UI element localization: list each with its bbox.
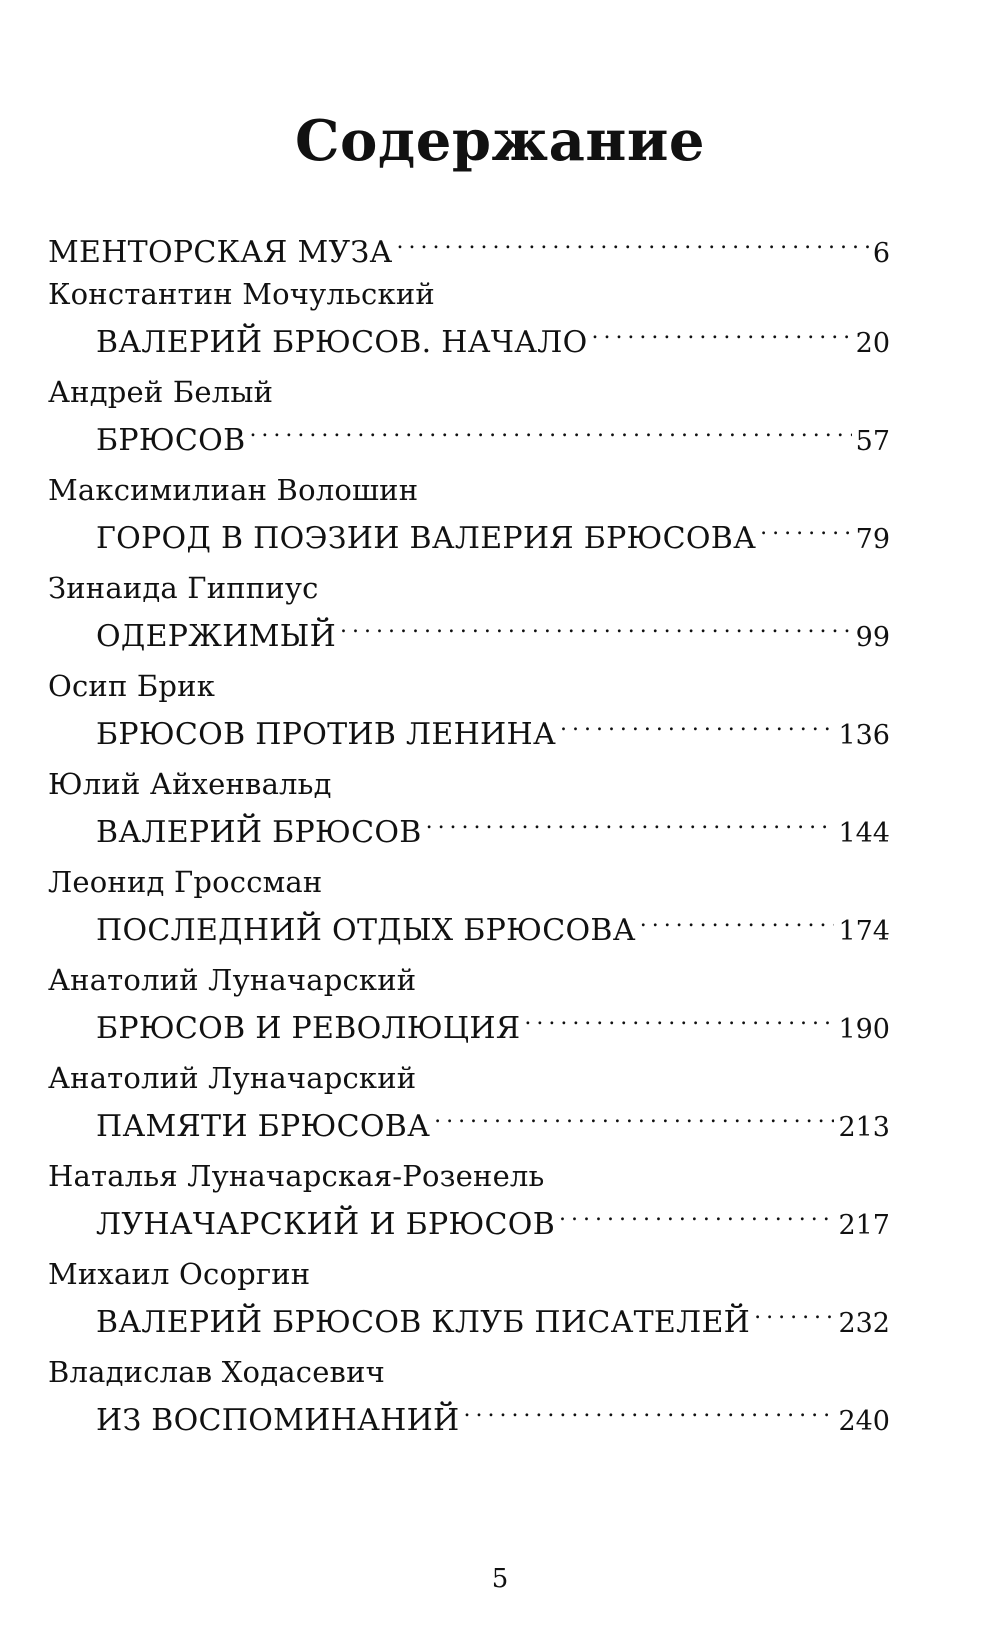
toc-entry	[48, 766, 890, 850]
toc-line	[48, 900, 890, 948]
toc-line	[48, 508, 890, 556]
toc-entry	[48, 374, 890, 458]
entry-author: Анатолий Луначарский	[48, 963, 417, 997]
entry-author: Максимилиан Волошин	[48, 473, 419, 507]
toc-line	[48, 1292, 890, 1340]
toc-entry	[48, 472, 890, 556]
toc-line	[48, 410, 890, 458]
toc-entry	[48, 570, 890, 654]
entry-title: ОДЕРЖИМЫЙ	[96, 619, 337, 654]
entry-author: Юлий Айхенвальд	[48, 767, 332, 801]
entry-author: Зинаида Гиппиус	[48, 571, 319, 605]
page-number: 217	[838, 1210, 890, 1241]
toc-entry	[48, 1060, 890, 1144]
toc-line	[48, 606, 890, 654]
dot-leader	[591, 312, 851, 352]
toc-entry	[48, 276, 890, 360]
page-title: Содержание	[294, 108, 705, 174]
page-number: 213	[838, 1112, 890, 1143]
page-number: 6	[872, 238, 890, 269]
page-number: 20	[855, 328, 890, 359]
entry-title: ВАЛЕРИЙ БРЮСОВ	[96, 815, 422, 850]
dot-leader	[640, 900, 835, 940]
page-number: 144	[838, 818, 890, 849]
dot-leader	[249, 410, 851, 450]
toc-entry	[48, 1354, 890, 1438]
entry-title: ВАЛЕРИЙ БРЮСОВ КЛУБ ПИСАТЕЛЕЙ	[96, 1305, 751, 1340]
page-number: 232	[838, 1308, 890, 1339]
entry-author: Наталья Луначарская-Розенель	[48, 1159, 545, 1193]
entry-title: ИЗ ВОСПОМИНАНИЙ	[96, 1403, 460, 1438]
dot-leader	[340, 606, 852, 646]
dot-leader	[434, 1096, 834, 1136]
page-folio: 5	[491, 1564, 509, 1594]
page-number: 136	[838, 720, 890, 751]
entry-title: БРЮСОВ ПРОТИВ ЛЕНИНА	[96, 717, 556, 752]
entry-author: Андрей Белый	[48, 375, 274, 409]
dot-leader	[754, 1292, 834, 1332]
toc-line	[48, 1096, 890, 1144]
dot-leader	[524, 998, 834, 1038]
entry-title: ПОСЛЕДНИЙ ОТДЫХ БРЮСОВА	[96, 913, 636, 948]
page-number: 57	[855, 426, 890, 457]
entry-author: Михаил Осоргин	[48, 1257, 311, 1291]
entry-author: Леонид Гроссман	[48, 865, 323, 899]
entry-author: Константин Мочульский	[48, 277, 435, 311]
dot-leader	[397, 222, 869, 262]
entry-author: Владислав Ходасевич	[48, 1355, 385, 1389]
toc-line	[48, 704, 890, 752]
page-number: 79	[855, 524, 890, 555]
page-number: 240	[838, 1406, 890, 1437]
toc-line	[48, 1390, 890, 1438]
entry-title: БРЮСОВ И РЕВОЛЮЦИЯ	[96, 1011, 521, 1046]
entry-title: МЕНТОРСКАЯ МУЗА	[48, 235, 393, 270]
entry-title: ВАЛЕРИЙ БРЮСОВ. НАЧАЛО	[96, 325, 588, 360]
dot-leader	[559, 1194, 834, 1234]
entry-author: Анатолий Луначарский	[48, 1061, 417, 1095]
dot-leader	[426, 802, 835, 842]
entry-title: БРЮСОВ	[96, 423, 246, 458]
toc-line	[48, 998, 890, 1046]
toc-entry	[48, 864, 890, 948]
entry-title: ЛУНАЧАРСКИЙ И БРЮСОВ	[96, 1207, 556, 1242]
toc-entry	[48, 1158, 890, 1242]
entry-title: ГОРОД В ПОЭЗИИ ВАЛЕРИЯ БРЮСОВА	[96, 521, 757, 556]
entry-author: Осип Брик	[48, 669, 216, 703]
toc-line	[48, 312, 890, 360]
toc-line	[48, 222, 890, 270]
page-number: 190	[838, 1014, 890, 1045]
entry-title: ПАМЯТИ БРЮСОВА	[96, 1109, 431, 1144]
toc-entry	[48, 222, 890, 270]
page-number: 99	[855, 622, 890, 653]
page-number: 174	[838, 916, 890, 947]
dot-leader	[560, 704, 834, 744]
toc-entry	[48, 1256, 890, 1340]
toc-line	[48, 1194, 890, 1242]
toc-line	[48, 802, 890, 850]
toc-entry	[48, 962, 890, 1046]
dot-leader	[464, 1390, 835, 1430]
toc-entry	[48, 668, 890, 752]
dot-leader	[760, 508, 851, 548]
